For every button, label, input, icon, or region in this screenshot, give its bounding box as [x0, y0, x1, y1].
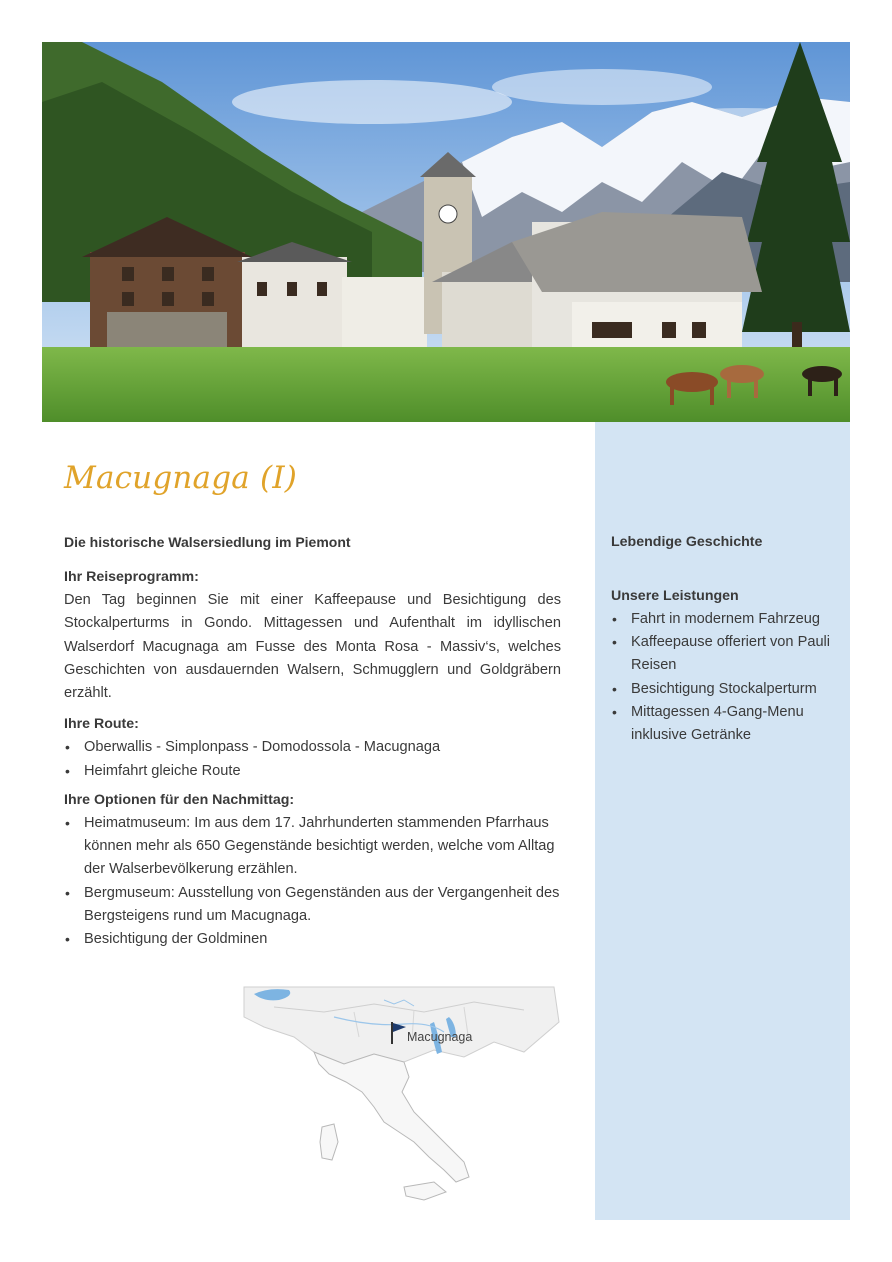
map-location-label: Macugnaga — [407, 1030, 473, 1044]
route-item: • Oberwallis - Simplonpass - Domodossola - Macugnaga — [64, 736, 561, 759]
body-text — [64, 566, 561, 957]
services-item: • Kaffeepause offeriert von Pauli Reisen — [611, 631, 841, 677]
options-item: • Bergmuseum: Ausstellung von Gegenständen aus der Vergangenheit des Bergsteigens rund um Macugnaga. — [64, 882, 561, 928]
options-list — [64, 812, 561, 951]
sidebar-panel — [595, 422, 850, 1220]
program-heading: Ihr Reiseprogramm: — [64, 569, 199, 585]
location-map — [234, 982, 564, 1204]
services-item: • Fahrt in modernem Fahrzeug — [611, 608, 841, 631]
page-subtitle: Die historische Walsersiedlung im Piemont — [64, 534, 351, 550]
route-heading: Ihre Route: — [64, 716, 139, 733]
services-heading: Unsere Leistungen — [611, 588, 739, 604]
program-text: Den Tag beginnen Sie mit einer Kaffeepause und Besichtigung des Stockalperturms in Gondo. Mittagessen und Aufenthalt im idyllischen Walserdorf Macugnaga am Fusse des Monta Rosa - Massiv‘s, welches Geschichten von ausdauernden Walsern, Schmugglern und Goldgräbern erzählt. — [64, 592, 561, 702]
route-list — [64, 736, 561, 782]
services-list — [611, 608, 841, 747]
options-item: • Heimatmuseum: Im aus dem 17. Jahrhunderten stammenden Pfarrhaus können mehr als 650 Gegenstände besichtigt werden, welche vom Alltag der Walserbevölkerung erzählen. — [64, 812, 561, 882]
options-item: • Besichtigung der Goldminen — [64, 928, 561, 951]
italy-map-graphic — [234, 982, 564, 1204]
route-item: • Heimfahrt gleiche Route — [64, 760, 561, 783]
options-heading: Ihre Optionen für den Nachmittag: — [64, 791, 295, 808]
services-item: • Besichtigung Stockalperturm — [611, 678, 841, 701]
services-item: • Mittagessen 4-Gang-Menu inklusive Getränke — [611, 701, 841, 747]
sidebar-title: Lebendige Geschichte — [611, 534, 763, 550]
hero-photo — [42, 42, 850, 422]
page-title: Macugnaga (I) — [64, 460, 298, 496]
